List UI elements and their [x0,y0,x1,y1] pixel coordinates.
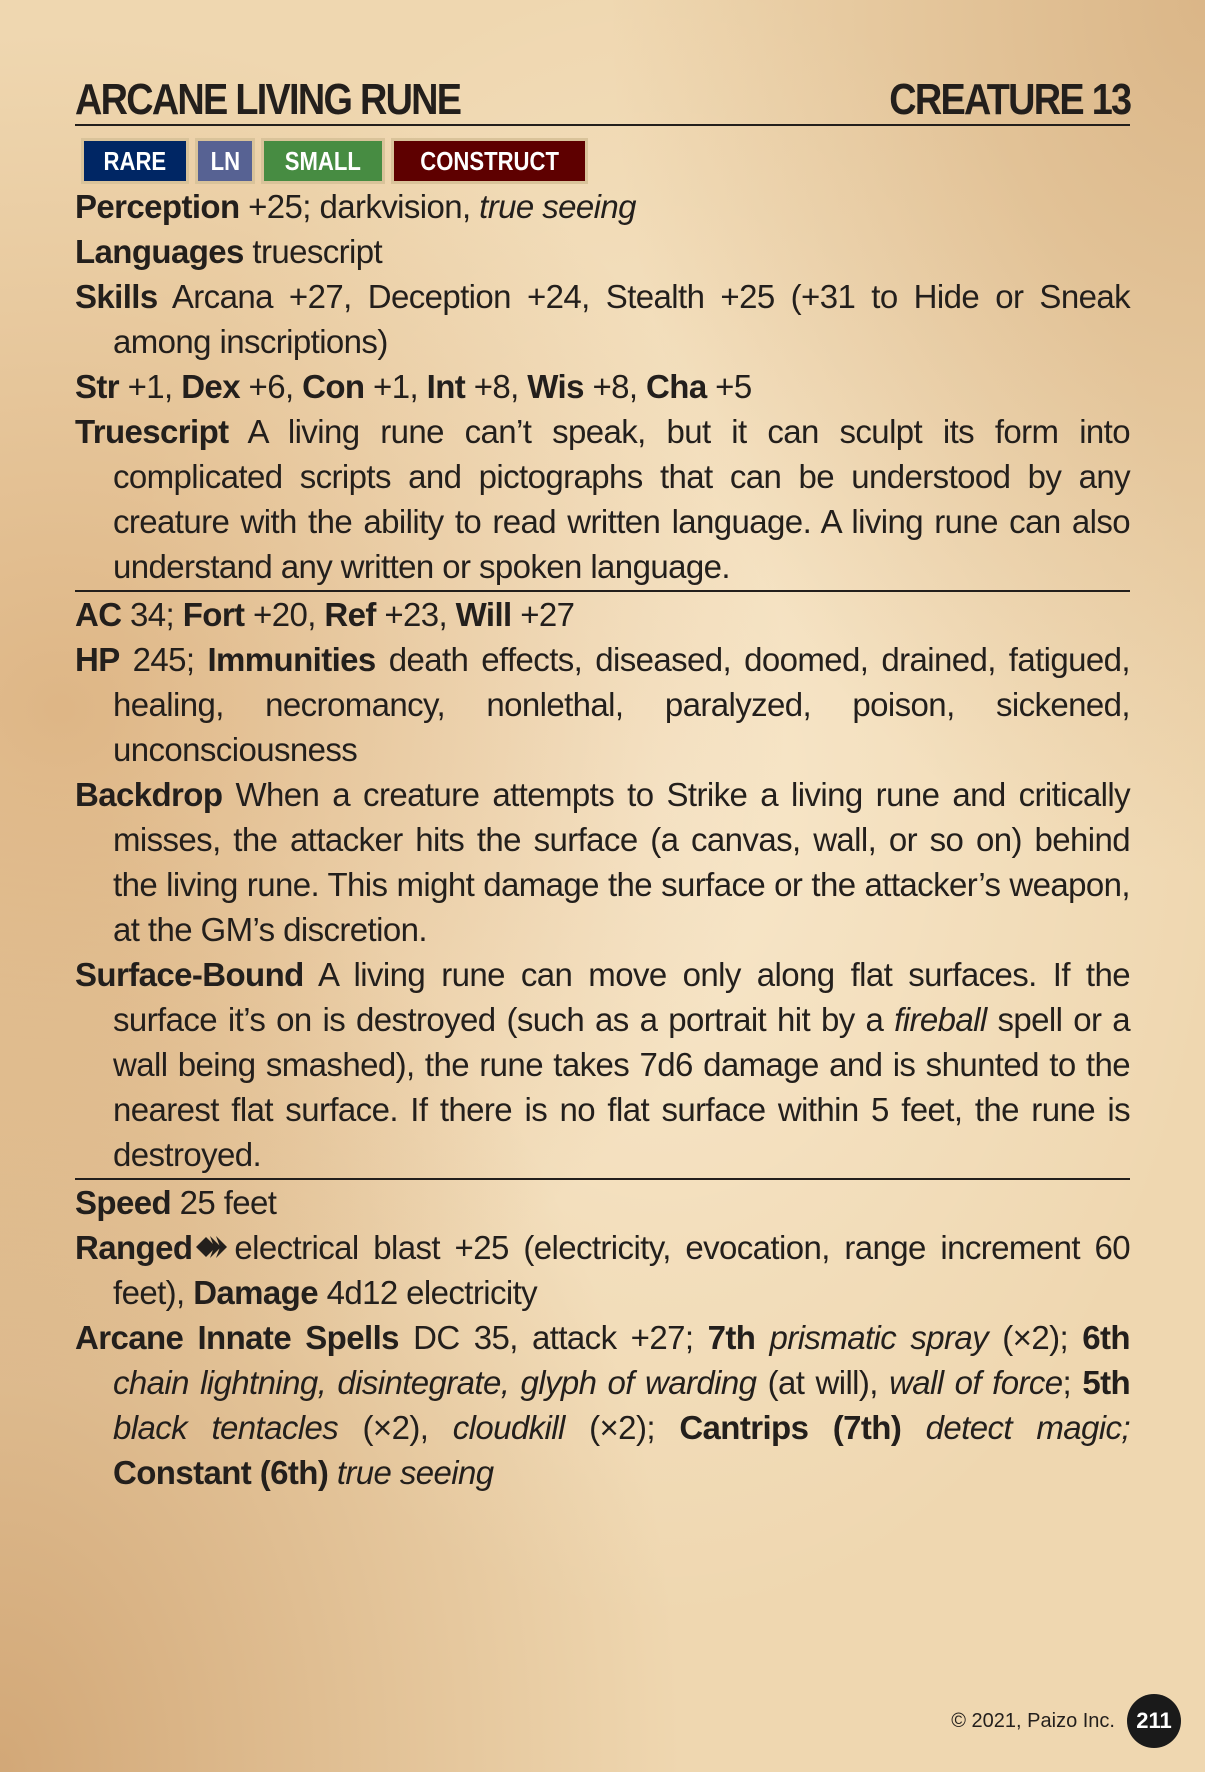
trait-rare: RARE [81,138,189,184]
speed-line: Speed 25 feet [75,1184,277,1221]
ranged-strike: Ranged electrical blast +25 (electricity, evocation, range increment 60 feet), Damage 4d12 electricity [75,1229,1130,1311]
trait-ln: LN [195,138,256,184]
trait-small: SMALL [261,138,385,184]
spells-line: Arcane Innate Spells DC 35, attack +27; 7th prismatic spray (×2); 6th chain lightning, disintegrate, glyph of warding (at will), wall of force; 5th black tentacles (×2), cloudkill (×2); Cantrips (7th) detect magic; Constant (6th) true seeing [75,1319,1131,1491]
single-action-icon [194,1232,230,1262]
hp-line: HP 245; Immunities death effects, diseased, doomed, drained, fatigued, healing, necromancy, nonlethal, paralyzed, poison, sickened, unconsciousness [75,641,1130,768]
surface-bound-ability: Surface-Bound A living rune can move only along flat surfaces. If the surface it’s on is destroyed (such as a portrait hit by a fireball spell or a wall being smashed), the rune takes 7d6 damage and is shunted to the nearest flat surface. If there is no flat surface within 5 feet, the rune is destroyed. [75,956,1130,1173]
languages-line: Languages truescript [75,233,383,270]
truescript-ability: Truescript A living rune can’t speak, but it can sculpt its form into complicated scripts and pictographs that can be understood by any creature with the ability to read written language. A living rune can also understand any written or spoken language. [75,413,1130,585]
defenses-line: AC 34; Fort +20, Ref +23, Will +27 [75,596,575,633]
stat-block [75,64,1130,1495]
perception-line: Perception +25; darkvision, true seeing [75,188,636,225]
skills-line: Skills Arcana +27, Deception +24, Stealth +25 (+31 to Hide or Sneak among inscriptions) [75,278,1130,360]
title-row [75,64,1130,126]
page-footer [951,1694,1181,1748]
copyright: © 2021, Paizo Inc. [951,1709,1115,1732]
creature-level: CREATURE 13 [888,75,1130,124]
page-number: 211 [1127,1694,1181,1748]
traits [81,138,1130,180]
trait-construct: CONSTRUCT [391,138,588,184]
creature-name: ARCANE LIVING RUNE [75,75,461,124]
ability-scores: Str +1, Dex +6, Con +1, Int +8, Wis +8, Cha +5 [75,368,752,405]
backdrop-ability: Backdrop When a creature attempts to Strike a living rune and critically misses, the attacker hits the surface (a canvas, wall, or so on) behind the living rune. This might damage the surface or the attacker’s weapon, at the GM’s discretion. [75,776,1130,948]
